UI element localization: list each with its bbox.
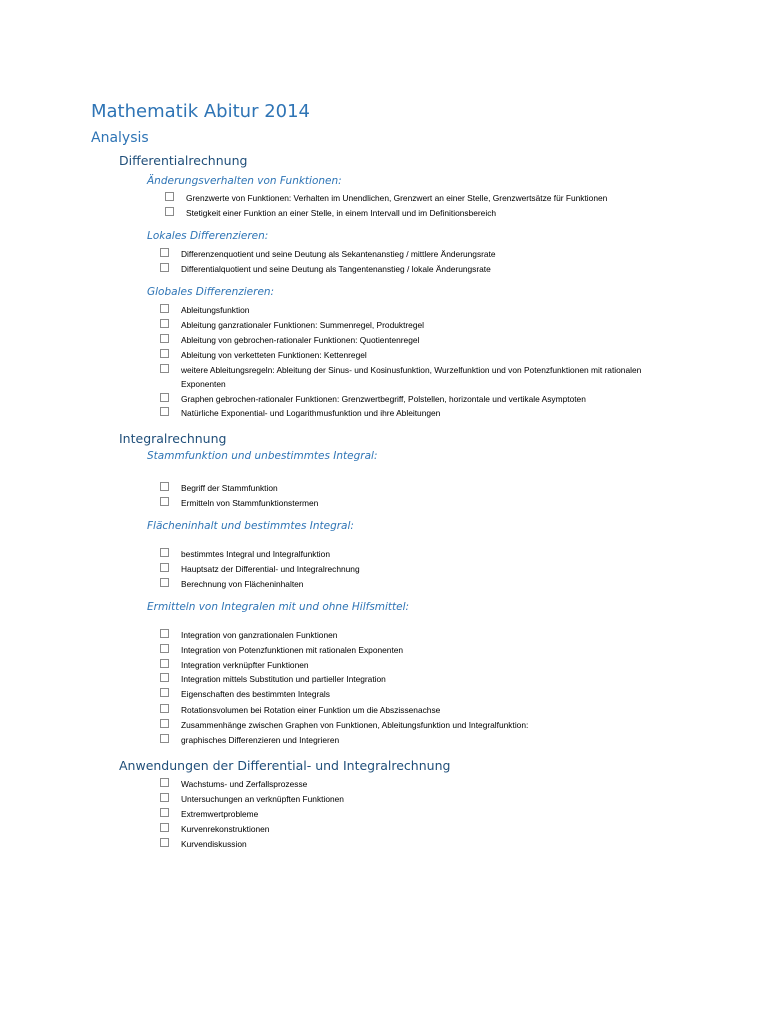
checkbox[interactable] <box>160 563 169 572</box>
group-heading-globales-differenzieren: Globales Differenzieren: <box>147 286 275 298</box>
list-item-label: Zusammenhänge zwischen Graphen von Funktionen, Ableitungsfunktion und Integralfunktion: <box>181 720 529 730</box>
checkbox[interactable] <box>160 644 169 653</box>
group-heading-aenderungsverhalten: Änderungsverhalten von Funktionen: <box>147 175 342 187</box>
list-item <box>160 703 440 717</box>
list-item-label: Differentialquotient und seine Deutung als Tangentenanstieg / lokale Änderungsrate <box>181 264 491 274</box>
list-item <box>160 247 496 261</box>
list-item-label: Untersuchungen an verknüpften Funktionen <box>181 794 344 804</box>
list-item-label: weitere Ableitungsregeln: Ableitung der Sinus- und Kosinusfunktion, Wurzelfunktion und von Potenzfunktionen mit rationalen Exponenten <box>181 365 642 389</box>
list-item-label: Ableitung von verketteten Funktionen: Kettenregel <box>181 350 367 360</box>
checkbox[interactable] <box>160 319 169 328</box>
list-item-label: Hauptsatz der Differential- und Integralrechnung <box>181 564 360 574</box>
checkbox[interactable] <box>160 778 169 787</box>
list-item-label: Ermitteln von Stammfunktionstermen <box>181 498 319 508</box>
checkbox[interactable] <box>160 673 169 682</box>
list-item-label: Kurvenrekonstruktionen <box>181 824 270 834</box>
checkbox[interactable] <box>160 823 169 832</box>
list-item <box>160 406 440 420</box>
checkbox[interactable] <box>160 407 169 416</box>
list-item <box>165 191 607 205</box>
list-item <box>160 348 367 362</box>
list-item <box>160 822 269 836</box>
checkbox[interactable] <box>160 688 169 697</box>
list-item-label: Wachstums- und Zerfallsprozesse <box>181 779 308 789</box>
checkbox[interactable] <box>160 263 169 272</box>
list-item <box>160 481 278 495</box>
checkbox[interactable] <box>160 659 169 668</box>
checkbox[interactable] <box>160 838 169 847</box>
list-item-label: Integration mittels Substitution und partieller Integration <box>181 674 386 684</box>
list-item-label: Integration von Potenzfunktionen mit rationalen Exponenten <box>181 645 404 655</box>
list-item-label: Integration von ganzrationalen Funktionen <box>181 630 338 640</box>
checkbox[interactable] <box>160 248 169 257</box>
list-item-label: Integration verknüpfter Funktionen <box>181 660 309 670</box>
list-item-label: Ableitungsfunktion <box>181 305 250 315</box>
list-item <box>160 562 360 576</box>
list-item <box>160 837 247 851</box>
list-item <box>165 206 496 220</box>
list-item-label: Begriff der Stammfunktion <box>181 483 278 493</box>
checkbox[interactable] <box>160 704 169 713</box>
checkbox[interactable] <box>165 207 174 216</box>
section-heading-integralrechnung: Integralrechnung <box>119 431 227 446</box>
checkbox[interactable] <box>160 334 169 343</box>
list-item-label: Extremwertprobleme <box>181 809 259 819</box>
list-item-label: Rotationsvolumen bei Rotation einer Funktion um die Abszissenachse <box>181 705 441 715</box>
list-item <box>160 496 318 510</box>
list-item-label: Ableitung ganzrationaler Funktionen: Summenregel, Produktregel <box>181 320 425 330</box>
list-item <box>160 807 258 821</box>
checkbox[interactable] <box>160 734 169 743</box>
checkbox[interactable] <box>160 497 169 506</box>
list-item-label: Graphen gebrochen-rationaler Funktionen: Grenzwertbegriff, Polstellen, horizontale und vertikale Asymptoten <box>181 394 586 404</box>
list-item <box>160 628 337 642</box>
list-item-label: bestimmtes Integral und Integralfunktion <box>181 549 330 559</box>
checkbox[interactable] <box>160 393 169 402</box>
list-item-label: Stetigkeit einer Funktion an einer Stelle, in einem Intervall und im Definitionsbereich <box>186 208 497 218</box>
group-heading-lokales-differenzieren: Lokales Differenzieren: <box>147 230 269 242</box>
list-item-label: Eigenschaften des bestimmten Integrals <box>181 689 330 699</box>
list-item <box>160 672 386 686</box>
list-item-label: Differenzenquotient und seine Deutung als Sekantenanstieg / mittlere Änderungsrate <box>181 249 496 259</box>
checkbox[interactable] <box>160 548 169 557</box>
page-title: Mathematik Abitur 2014 <box>91 101 311 122</box>
list-item <box>160 392 586 406</box>
checkbox[interactable] <box>165 192 174 201</box>
list-item-label: Kurvendiskussion <box>181 839 247 849</box>
list-item-label: Grenzwerte von Funktionen: Verhalten im Unendlichen, Grenzwert an einer Stelle, Grenzwertsätze für Funktionen <box>186 193 608 203</box>
list-item-label: graphisches Differenzieren und Integrieren <box>181 735 340 745</box>
list-item <box>160 733 339 747</box>
page-subtitle: Analysis <box>91 130 149 146</box>
group-heading-stammfunktion: Stammfunktion und unbestimmtes Integral: <box>147 450 378 462</box>
section-heading-differentialrechnung: Differentialrechnung <box>119 153 248 168</box>
checkbox[interactable] <box>160 349 169 358</box>
checkbox[interactable] <box>160 808 169 817</box>
checkbox[interactable] <box>160 364 169 373</box>
list-item <box>160 658 309 672</box>
group-heading-flaecheninhalt: Flächeninhalt und bestimmtes Integral: <box>147 520 354 532</box>
checkbox[interactable] <box>160 578 169 587</box>
list-item <box>160 262 491 276</box>
list-item <box>160 643 403 657</box>
checkbox[interactable] <box>160 482 169 491</box>
checkbox[interactable] <box>160 719 169 728</box>
checkbox[interactable] <box>160 304 169 313</box>
list-item <box>160 577 303 591</box>
list-item <box>160 318 424 332</box>
list-item <box>160 687 330 701</box>
list-item-label: Ableitung von gebrochen-rationaler Funktionen: Quotientenregel <box>181 335 420 345</box>
checkbox[interactable] <box>160 629 169 638</box>
group-heading-ermitteln-integrale: Ermitteln von Integralen mit und ohne Hilfsmittel: <box>147 601 410 613</box>
list-item <box>160 547 330 561</box>
list-item <box>160 792 344 806</box>
list-item <box>160 718 528 732</box>
list-item <box>160 363 680 391</box>
list-item <box>160 777 307 791</box>
checkbox[interactable] <box>160 793 169 802</box>
list-item <box>160 303 249 317</box>
list-item <box>160 333 419 347</box>
list-item-label: Natürliche Exponential- und Logarithmusfunktion und ihre Ableitungen <box>181 408 441 418</box>
list-item-label: Berechnung von Flächeninhalten <box>181 579 304 589</box>
section-heading-anwendungen: Anwendungen der Differential- und Integralrechnung <box>119 758 451 773</box>
